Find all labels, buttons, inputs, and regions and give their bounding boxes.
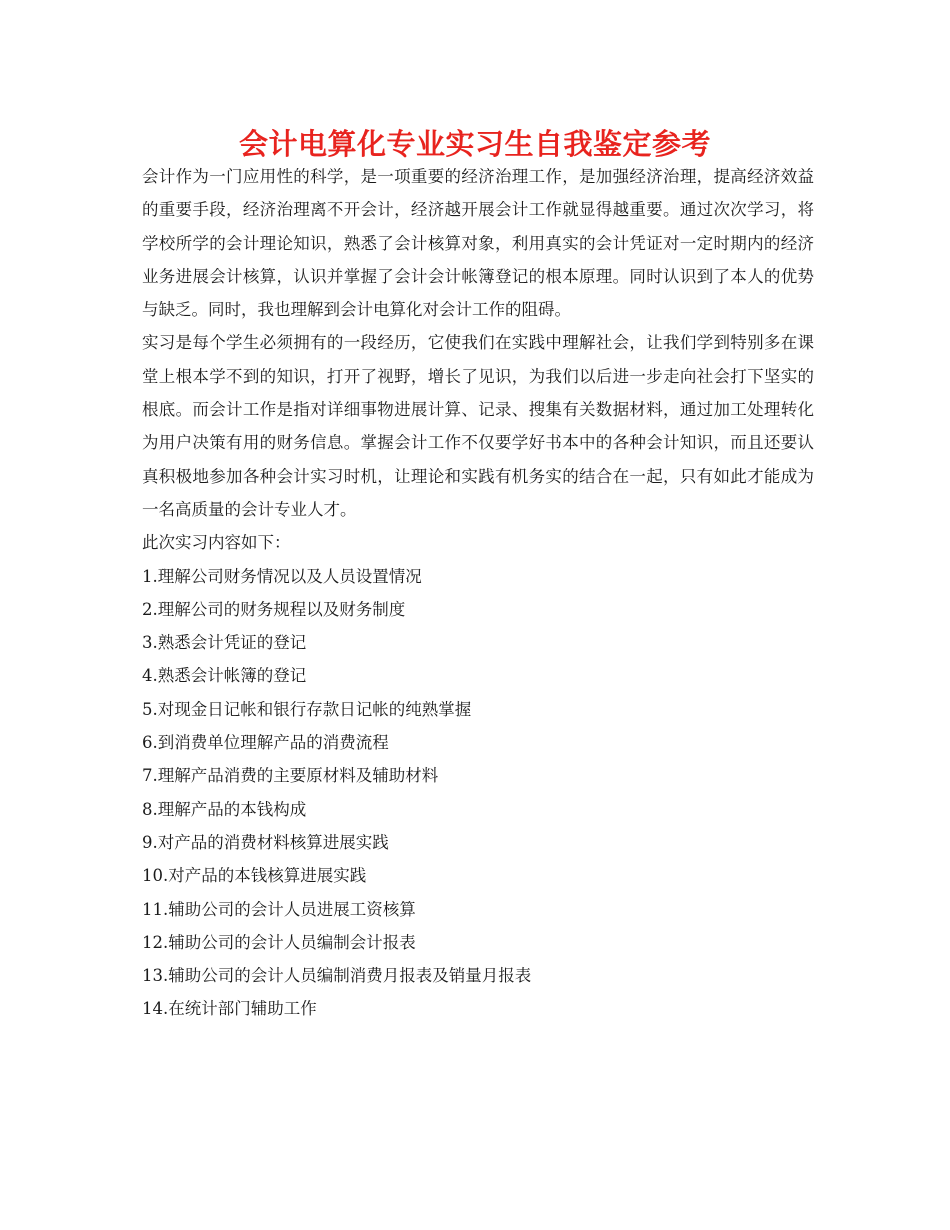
- list-item: 14.在统计部门辅助工作: [142, 999, 317, 1019]
- list-item: 1.理解公司财务情况以及人员设置情况: [142, 566, 422, 586]
- list-item: 8.理解产品的本钱构成: [142, 799, 307, 819]
- list-item: 4.熟悉会计帐簿的登记: [142, 666, 307, 686]
- list-item: 6.到消费单位理解产品的消费流程: [142, 733, 389, 753]
- list-item: 2.理解公司的财务规程以及财务制度: [142, 599, 406, 619]
- list-item: 11.辅助公司的会计人员进展工资核算: [142, 899, 416, 919]
- list-item: 12.辅助公司的会计人员编制会计报表: [142, 932, 416, 952]
- internship-content-list: [142, 560, 814, 1026]
- document-title: 会计电算化专业实习生自我鉴定参考: [238, 127, 711, 161]
- paragraph-internship: 实习是每个学生必须拥有的一段经历，它使我们在实践中理解社会，让我们学到特别多在课堂上根本学不到的知识，打开了视野，增长了见识，为我们以后进一步走向社会打下坚实的根底。而会计工作是指对详细事物进展计算、记录、搜集有关数据材料，通过加工处理转化为用户决策有用的财务信息。掌握会计工作不仅要学好书本中的各种会计知识，而且还要认真积极地参加各种会计实习时机，让理论和实践有机务实的结合在一起，只有如此才能成为一名高质量的会计专业人才。: [142, 333, 814, 519]
- list-item: 9.对产品的消费材料核算进展实践: [142, 832, 389, 852]
- list-item: 5.对现金日记帐和银行存款日记帐的纯熟掌握: [142, 699, 472, 719]
- paragraph-intro: 会计作为一门应用性的科学，是一项重要的经济治理工作，是加强经济治理，提高经济效益的重要手段，经济治理离不开会计，经济越开展会计工作就显得越重要。通过次次学习，将学校所学的会计理论知识，熟悉了会计核算对象，利用真实的会计凭证对一定时期内的经济业务进展会计核算，认识并掌握了会计会计帐簿登记的根本原理。同时认识到了本人的优势与缺乏。同时，我也理解到会计电算化对会计工作的阻碍。: [142, 167, 814, 320]
- list-item: 13.辅助公司的会计人员编制消费月报表及销量月报表: [142, 966, 532, 986]
- list-item: 7.理解产品消费的主要原材料及辅助材料: [142, 766, 439, 786]
- paragraph-list-heading: 此次实习内容如下：: [142, 533, 291, 553]
- list-item: 3.熟悉会计凭证的登记: [142, 633, 307, 653]
- list-item: 10.对产品的本钱核算进展实践: [142, 866, 367, 886]
- document-body: [142, 160, 814, 1026]
